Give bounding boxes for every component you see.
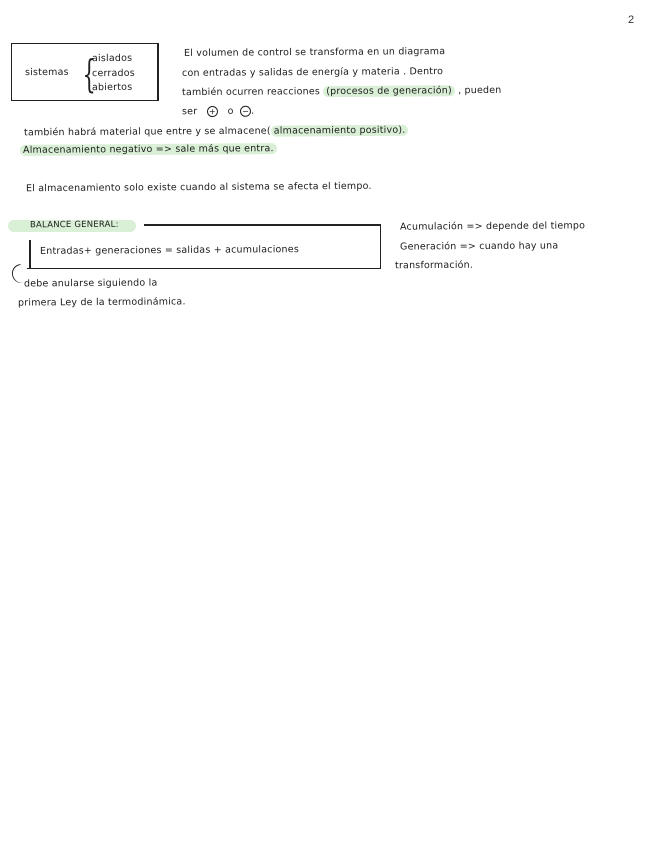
side-note-2: Generación => cuando hay una (399, 240, 559, 253)
curved-arrow-icon (10, 264, 26, 285)
storage-line-2 (20, 143, 277, 156)
sistemas-frame-right (157, 43, 159, 101)
cancel-note-2: primera Ley de la termodinámica. (17, 296, 186, 309)
storage-line-1-pre: también habrá material que entre y se almacene( (23, 125, 271, 139)
storage-note: El almacenamiento solo existe cuando al sistema se afecta el tiempo. (25, 180, 372, 195)
side-note-1: Acumulación => depende del tiempo (399, 220, 586, 233)
intro-line-3-pre: también ocurren reacciones (181, 86, 324, 99)
page-number: 2 (628, 14, 635, 26)
sistemas-item-abiertos: abiertos (91, 81, 133, 94)
sistemas-item-aislados: aislados (91, 52, 133, 65)
intro-line-3-highlight: (procesos de generación) (323, 85, 455, 97)
sistemas-item-cerrados: cerrados (91, 67, 135, 80)
intro-line-4-end: . (251, 105, 255, 117)
intro-line-2: con entradas y salidas de energía y materia . Dentro (181, 66, 444, 79)
balance-header: BALANCE GENERAL: (29, 219, 119, 231)
plus-circle-icon: + (207, 106, 218, 117)
intro-line-4-mid: o (227, 105, 234, 117)
storage-line-1-highlight: almacenamiento positivo). (271, 125, 409, 137)
cancel-note-1: debe anularse siguiendo la (23, 277, 158, 290)
side-note-3: transformación. (394, 259, 474, 272)
intro-line-3-post: , pueden (454, 84, 502, 97)
intro-line-3 (182, 85, 502, 98)
balance-frame-left (29, 240, 31, 268)
storage-line-2-highlight: Almacenamiento negativo => sale más que entra. (20, 143, 277, 156)
storage-line-1 (24, 125, 409, 139)
curly-brace-icon: { (82, 52, 96, 96)
intro-line-4 (182, 106, 254, 118)
sistemas-label: sistemas (24, 66, 69, 79)
minus-circle-icon: − (240, 106, 251, 117)
intro-line-4-pre: ser (181, 106, 198, 118)
intro-line-1: El volumen de control se transforma en un diagrama (183, 46, 446, 59)
balance-equation: Entradas+ generaciones = salidas + acumulaciones (39, 244, 300, 257)
